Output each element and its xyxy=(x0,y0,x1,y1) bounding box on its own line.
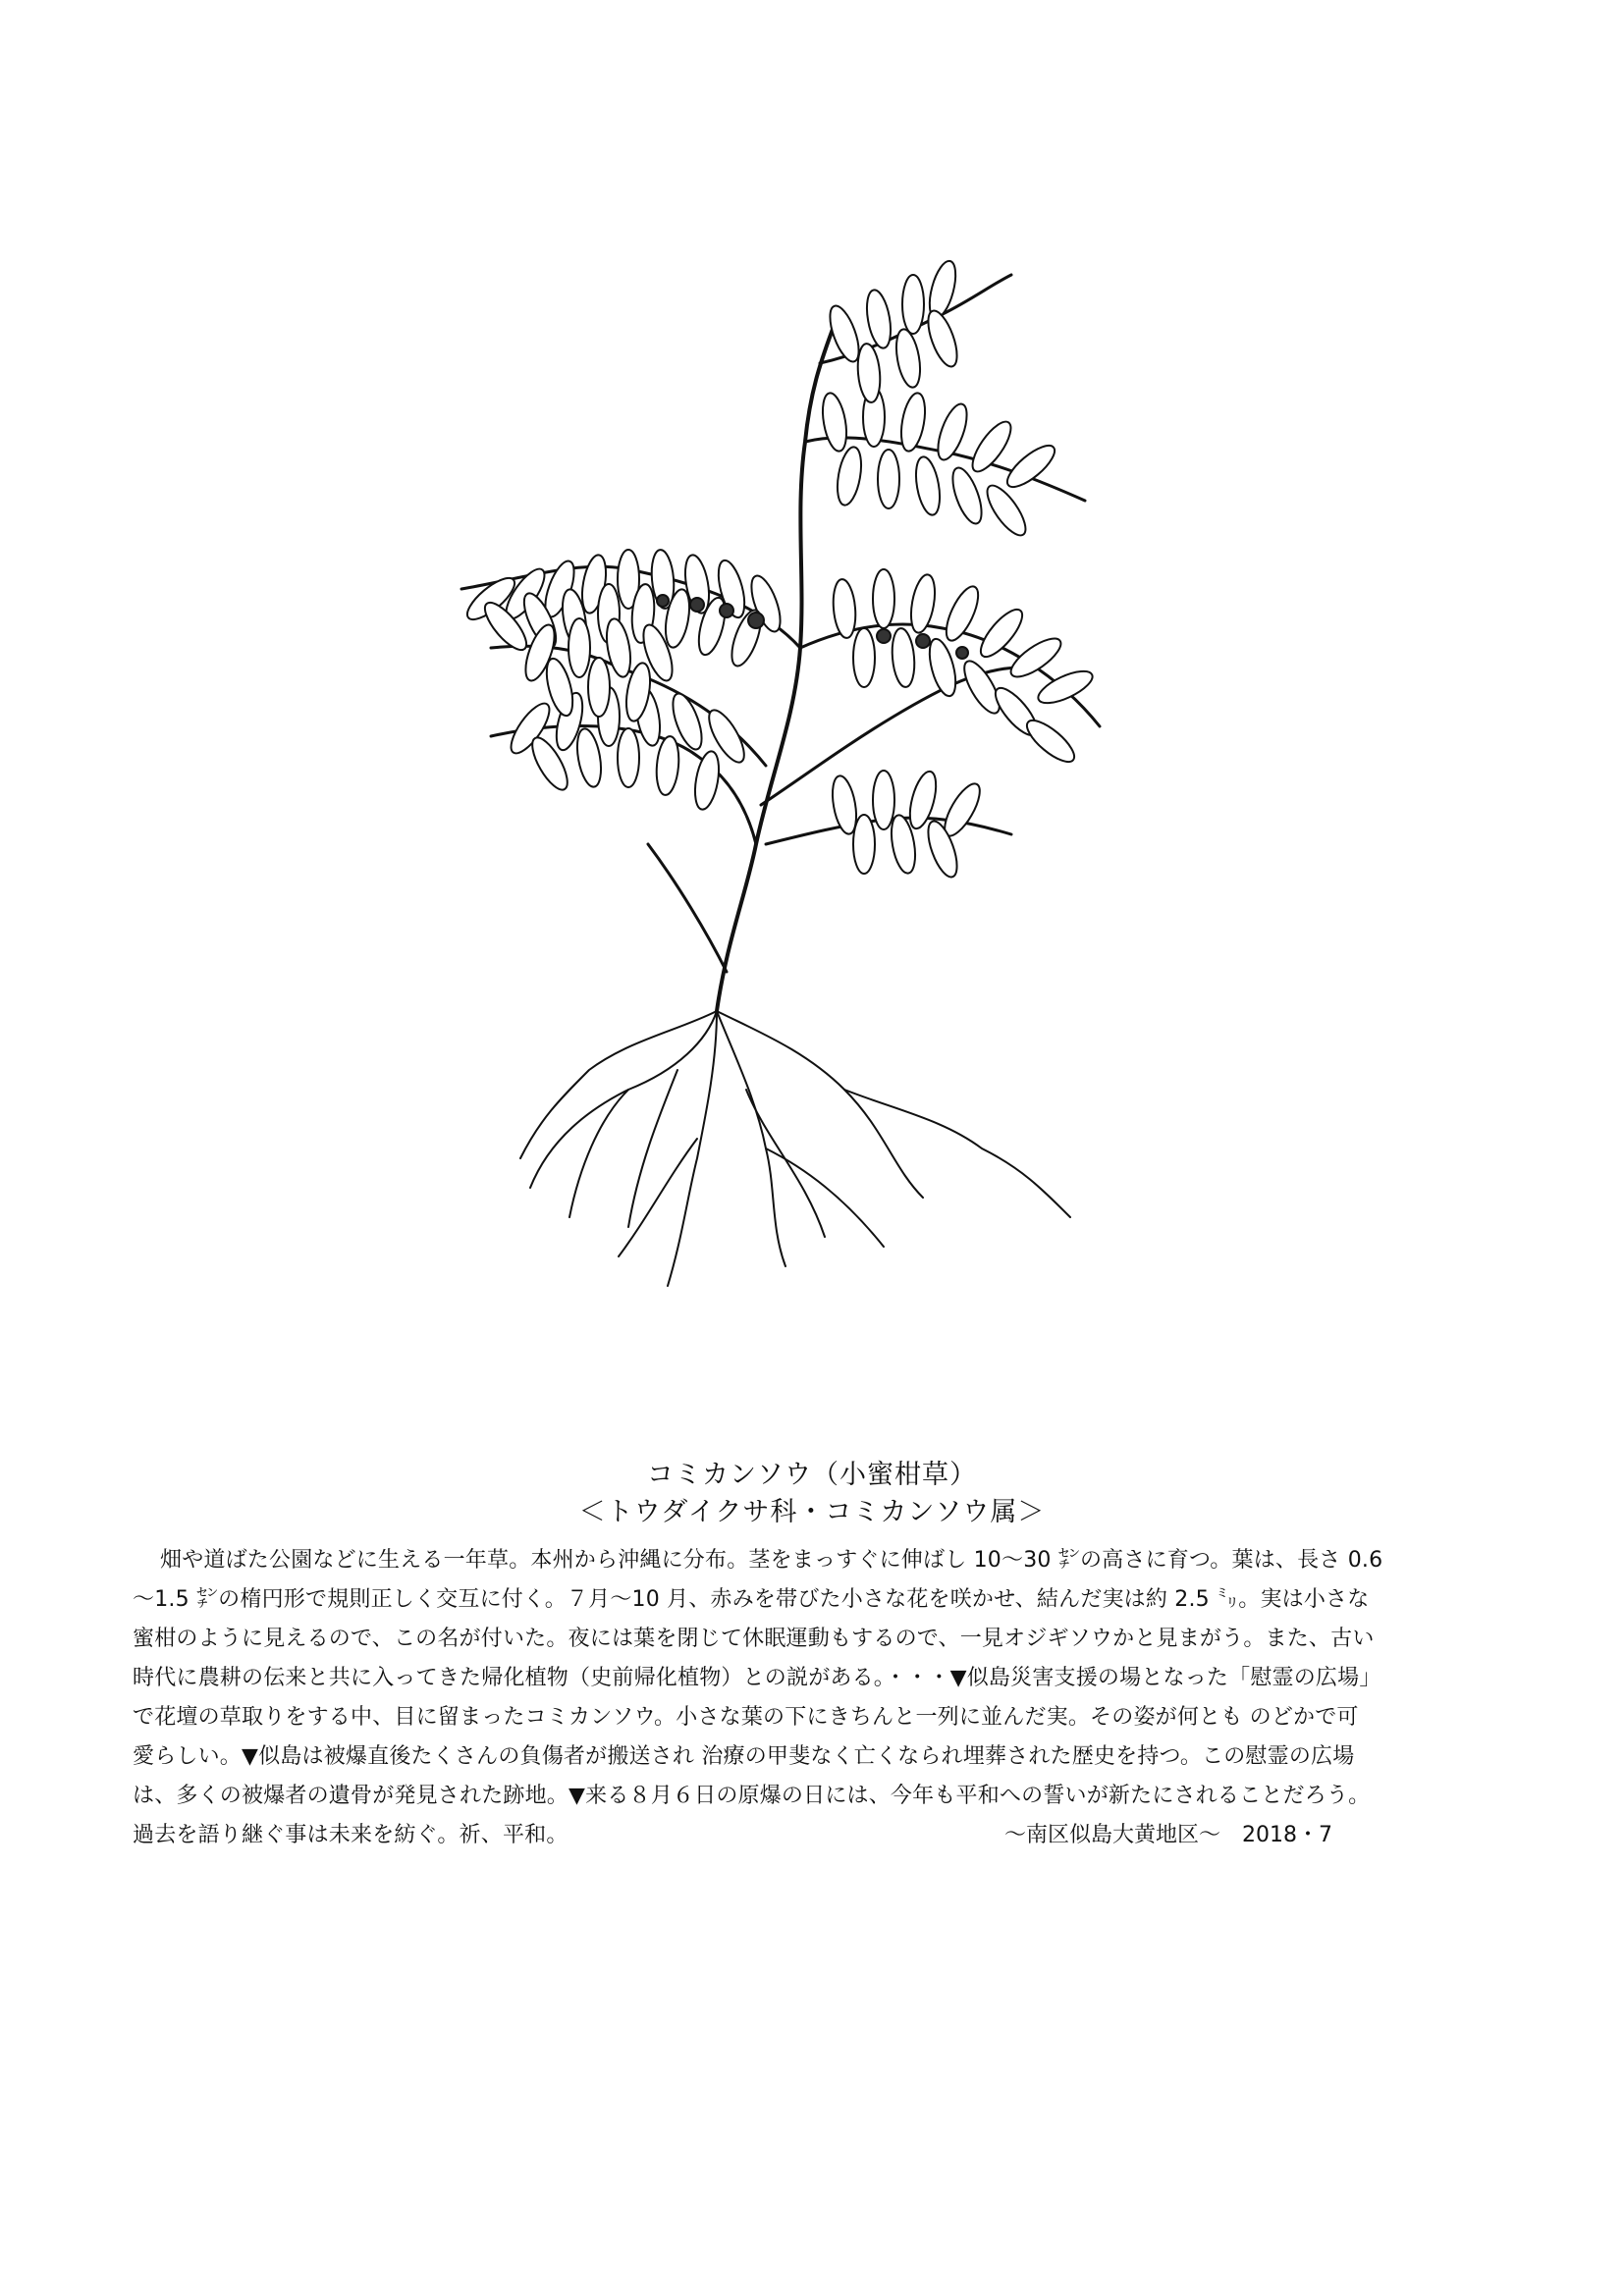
body-line-4: 時代に農耕の伝来と共に入ってきた帰化植物（史前帰化植物）との説がある。・・・▼似島災害支援の場となった「慰霊の広場」 xyxy=(133,1666,1381,1690)
title-block xyxy=(0,1457,1624,1531)
body-line-2: 〜1.5 ㌢の楕円形で規則正しく交互に付く。７月〜10 月、赤みを帯びた小さな花を咲かせ、結んだ実は約 2.5 ㍉。実は小さな xyxy=(133,1587,1370,1612)
plant-illustration xyxy=(432,255,1218,1355)
body-line-7: は、多くの被爆者の遺骨が発見された跡地。▼来る８月６日の原爆の日には、今年も平和への誓いが新たにされることだろう。 xyxy=(133,1784,1371,1808)
body-line-3: 蜜柑のように見えるので、この名が付いた。夜には葉を閉じて休眠運動もするので、一見オジギソウかと見まがう。また、古い xyxy=(133,1627,1375,1651)
description-text xyxy=(133,1541,1546,1855)
last-row xyxy=(133,1816,1546,1855)
body-line-1: 畑や道ばた公園などに生える一年草。本州から沖縄に分布。茎をまっすぐに伸ばし 10〜30 ㌢の高さに育つ。葉は、長さ 0.6 xyxy=(160,1548,1383,1573)
credit-line: 〜南区似島大黄地区〜 2018・7 xyxy=(1004,1823,1332,1847)
plant-title: コミカンソウ（小蜜柑草） xyxy=(647,1460,977,1490)
plant-family-subtitle: ＜トウダイクサ科・コミカンソウ属＞ xyxy=(578,1497,1046,1527)
body-line-6: 愛らしい。▼似島は被爆直後たくさんの負傷者が搬送され 治療の甲斐なく亡くなられ埋葬された歴史を持つ。この慰霊の広場 xyxy=(133,1744,1355,1769)
body-line-8: 過去を語り継ぐ事は未来を紡ぐ。祈、平和。 xyxy=(133,1823,568,1847)
body-line-5: で花壇の草取りをする中、目に留まったコミカンソウ。小さな葉の下にきちんと一列に並んだ実。その姿が何とも のどかで可 xyxy=(133,1705,1359,1730)
